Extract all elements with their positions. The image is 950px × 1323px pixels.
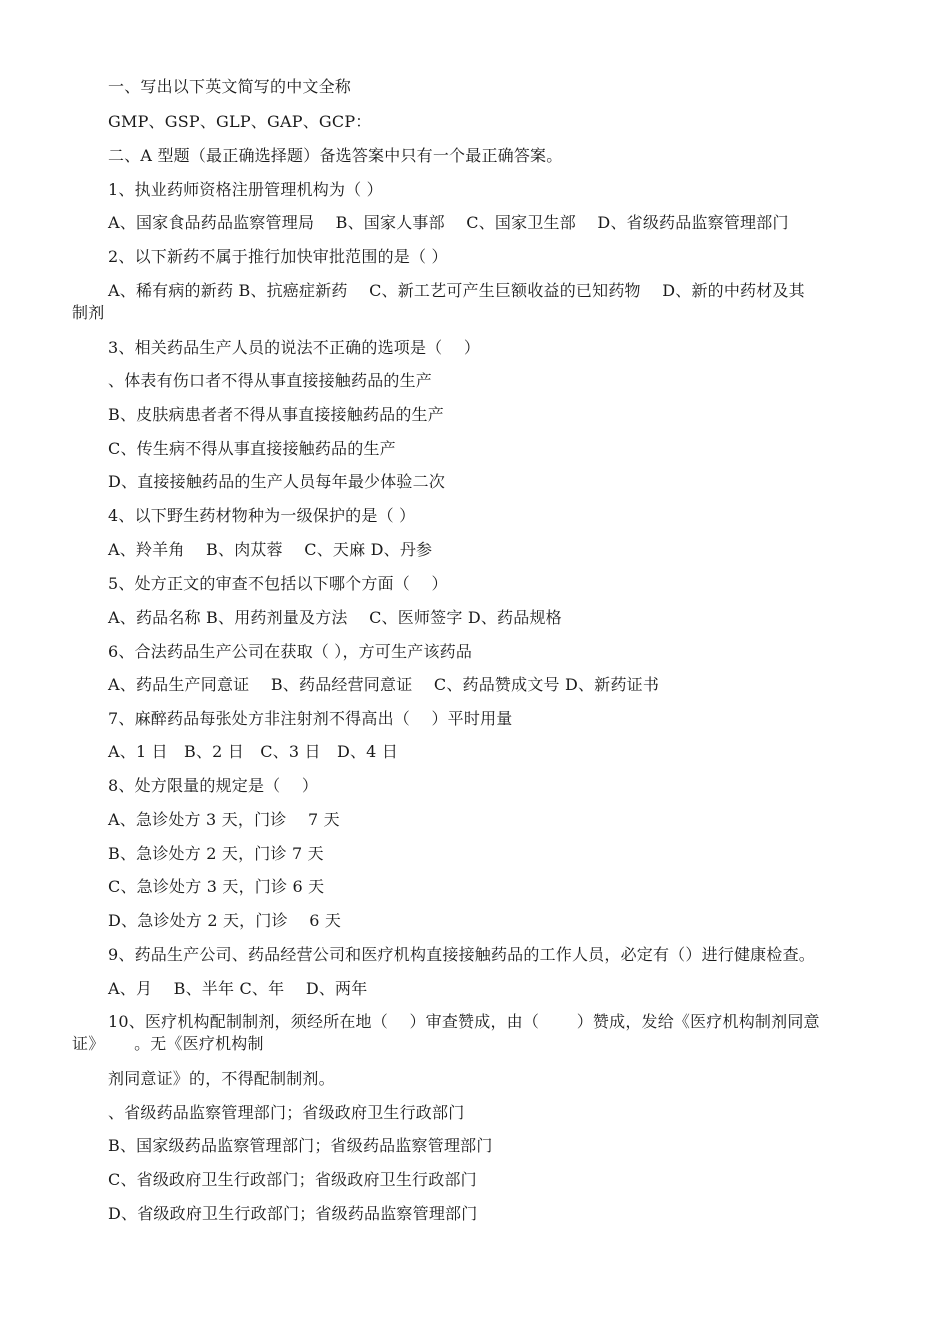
question-text: 10、医疗机构配制制剂，须经所在地（ ）审查赞成，由（ ）赞成，发给《医疗机构制剂同意 — [108, 1012, 820, 1031]
answer-option: 、体表有伤口者不得从事直接接触药品的生产 — [108, 371, 433, 390]
answer-option: D、省级政府卫生行政部门；省级药品监察管理部门 — [108, 1204, 478, 1223]
question-text: 6、合法药品生产公司在获取（ ），方可生产该药品 — [108, 642, 473, 661]
question-text: 4、以下野生药材物种为一级保护的是（ ） — [108, 506, 416, 525]
section-heading: 二、A 型题（最正确选择题）备选答案中只有一个最正确答案。 — [108, 146, 563, 165]
question-text: 8、处方限量的规定是（ ） — [108, 776, 319, 795]
answer-option: D、急诊处方 2 天，门诊 6 天 — [108, 911, 342, 930]
question-text-continued: 剂同意证》的，不得配制制剂。 — [108, 1069, 335, 1088]
answer-options: A、月 B、半年 C、年 D、两年 — [108, 979, 368, 998]
answer-option: 、省级药品监察管理部门；省级政府卫生行政部门 — [108, 1103, 465, 1122]
answer-option: A、急诊处方 3 天，门诊 7 天 — [108, 810, 340, 829]
answer-options: A、羚羊角 B、肉苁蓉 C、天麻 D、丹参 — [108, 540, 433, 559]
question-text: 2、以下新药不属于推行加快审批范围的是（ ） — [108, 247, 448, 266]
answer-option: B、国家级药品监察管理部门；省级药品监察管理部门 — [108, 1136, 493, 1155]
question-text-continued: 证》 。无《医疗机构制 — [72, 1034, 264, 1053]
answer-options: A、药品生产同意证 B、药品经营同意证 C、药品赞成文号 D、新药证书 — [108, 675, 660, 694]
question-text: 1、执业药师资格注册管理机构为（ ） — [108, 180, 383, 199]
answer-option: D、直接接触药品的生产人员每年最少体验二次 — [108, 472, 446, 491]
answer-options: A、1 日 B、2 日 C、3 日 D、4 日 — [108, 742, 399, 761]
question-text: 7、麻醉药品每张处方非注射剂不得高出（ ）平时用量 — [108, 709, 513, 728]
answer-option: C、急诊处方 3 天，门诊 6 天 — [108, 877, 325, 896]
answer-option: C、省级政府卫生行政部门；省级政府卫生行政部门 — [108, 1170, 477, 1189]
answer-options: A、稀有病的新药 B、抗癌症新药 C、新工艺可产生巨额收益的已知药物 D、新的中药材及其 — [108, 281, 805, 300]
answer-options: A、国家食品药品监察管理局 B、国家人事部 C、国家卫生部 D、省级药品监察管理部门 — [108, 213, 789, 232]
question-text: 9、药品生产公司、药品经营公司和医疗机构直接接触药品的工作人员，必定有（）进行健康检查。 — [108, 945, 815, 964]
answer-options-continued: 制剂 — [72, 303, 105, 322]
question-text: 5、处方正文的审查不包括以下哪个方面（ ） — [108, 574, 448, 593]
answer-option: B、皮肤病患者者不得从事直接接触药品的生产 — [108, 405, 444, 424]
answer-option: B、急诊处方 2 天，门诊 7 天 — [108, 844, 324, 863]
answer-options: A、药品名称 B、用药剂量及方法 C、医师签字 D、药品规格 — [108, 608, 562, 627]
section-heading: 一、写出以下英文简写的中文全称 — [108, 77, 352, 96]
question-text: 3、相关药品生产人员的说法不正确的选项是（ ） — [108, 338, 481, 357]
abbreviation-list: GMP、GSP、GLP、GAP、GCP： — [108, 112, 372, 131]
answer-option: C、传生病不得从事直接接触药品的生产 — [108, 439, 396, 458]
